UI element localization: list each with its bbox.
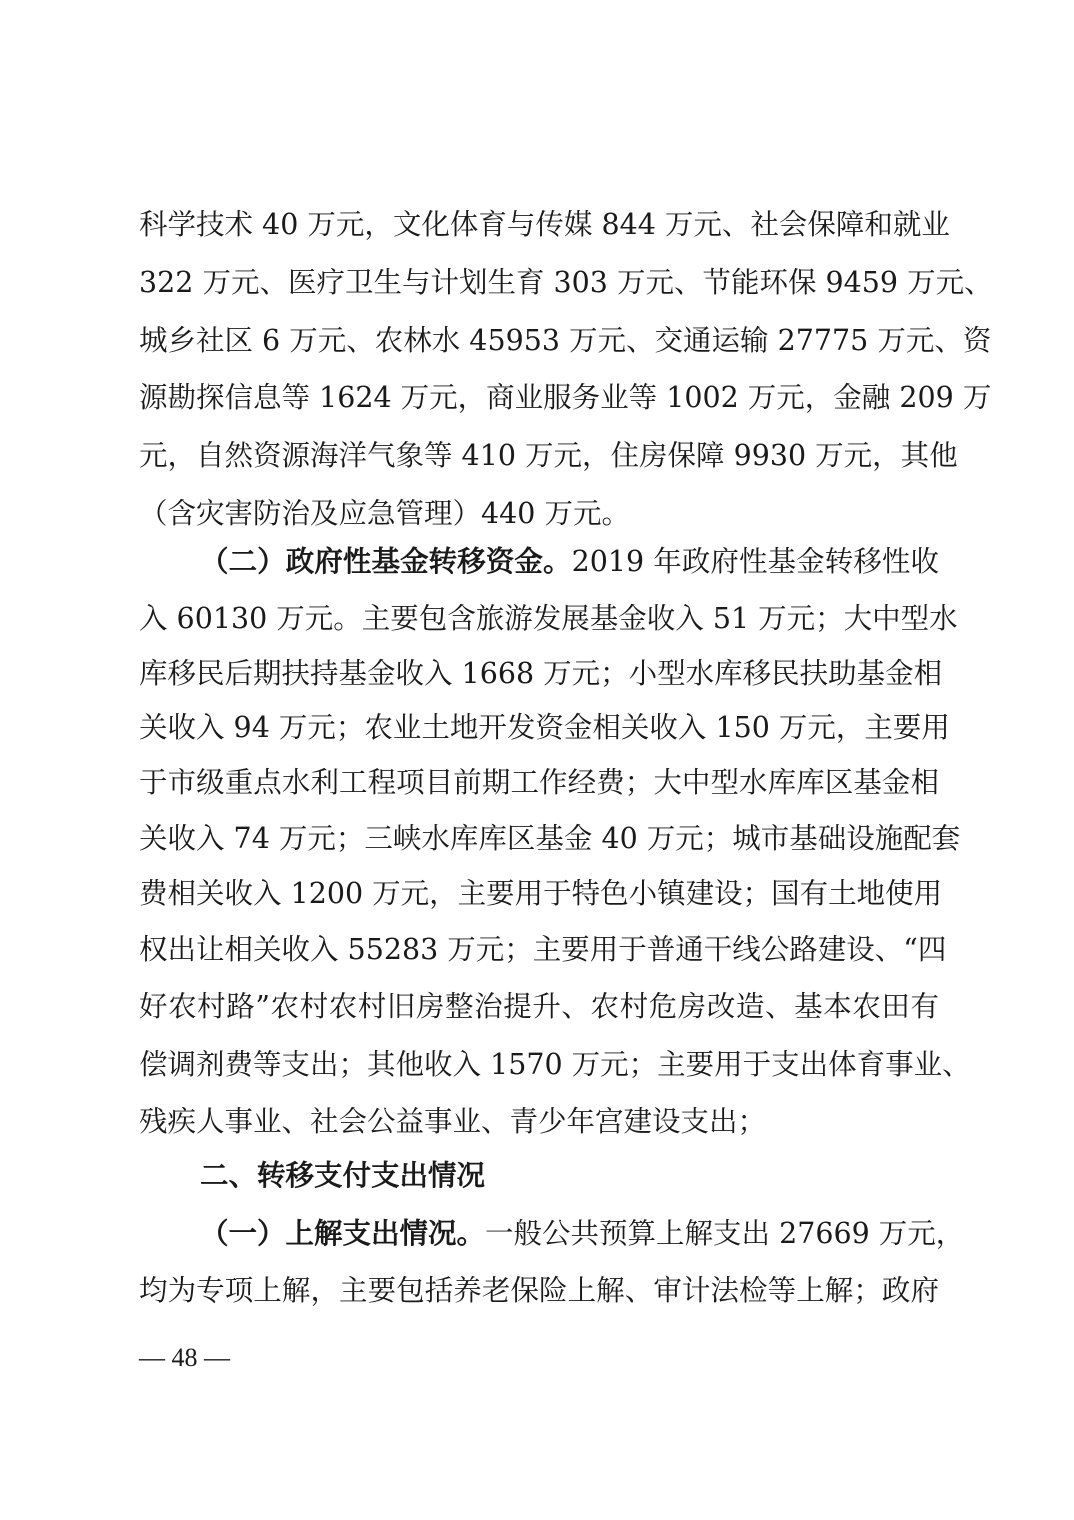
paragraph-first-line: [200, 1206, 965, 1262]
text-line: 关收入 94 万元；农业土地开发资金相关收入 150 万元，主要用: [139, 711, 950, 744]
paragraph-heading: （二）政府性基金转移资金。: [200, 545, 572, 578]
paragraph-heading: （一）上解支出情况。: [200, 1217, 486, 1250]
text-line: 于市级重点水利工程项目前期工作经费；大中型水库库区基金相: [139, 766, 939, 799]
text-line: 源勘探信息等 1624 万元，商业服务业等 1002 万元，金融 209 万: [139, 381, 992, 414]
text-line: 库移民后期扶持基金收入 1668 万元；小型水库移民扶助基金相: [139, 657, 943, 690]
text-line: 残疾人事业、社会公益事业、青少年宫建设支出；: [139, 1105, 767, 1138]
page-number: — 48 —: [139, 1343, 230, 1372]
text-line: 科学技术 40 万元，文化体育与传媒 844 万元、社会保障和就业: [139, 208, 950, 241]
text-line: 城乡社区 6 万元、农林水 45953 万元、交通运输 27775 万元、资: [139, 324, 992, 357]
text-line: 322 万元、医疗卫生与计划生育 303 万元、节能环保 9459 万元、: [139, 266, 993, 299]
text-line: 入 60130 万元。主要包含旅游发展基金收入 51 万元；大中型水: [139, 602, 958, 635]
section-heading: 二、转移支付支出情况: [200, 1159, 486, 1192]
paragraph-text: 2019 年政府性基金转移性收: [571, 545, 939, 578]
text-line: 费相关收入 1200 万元，主要用于特色小镇建设；国有土地使用: [139, 877, 943, 910]
text-line: 权出让相关收入 55283 万元；主要用于普通干线公路建设、“四: [139, 933, 947, 966]
paragraph-text: 一般公共预算上解支出 27669 万元，: [485, 1217, 965, 1250]
text-line: （含灾害防治及应急管理）440 万元。: [139, 497, 630, 530]
paragraph-first-line: [200, 534, 939, 590]
text-line: 偿调剂费等支出；其他收入 1570 万元；主要用于支出体育事业、: [139, 1048, 971, 1081]
text-line: 均为专项上解，主要包括养老保险上解、审计法检等上解；政府: [139, 1274, 939, 1307]
text-line: 元，自然资源海洋气象等 410 万元，住房保障 9930 万元，其他: [139, 439, 958, 472]
text-line: 好农村路”农村农村旧房整治提升、农村危房改造、基本农田有: [139, 990, 939, 1023]
text-line: 关收入 74 万元；三峡水库库区基金 40 万元；城市基础设施配套: [139, 822, 961, 855]
